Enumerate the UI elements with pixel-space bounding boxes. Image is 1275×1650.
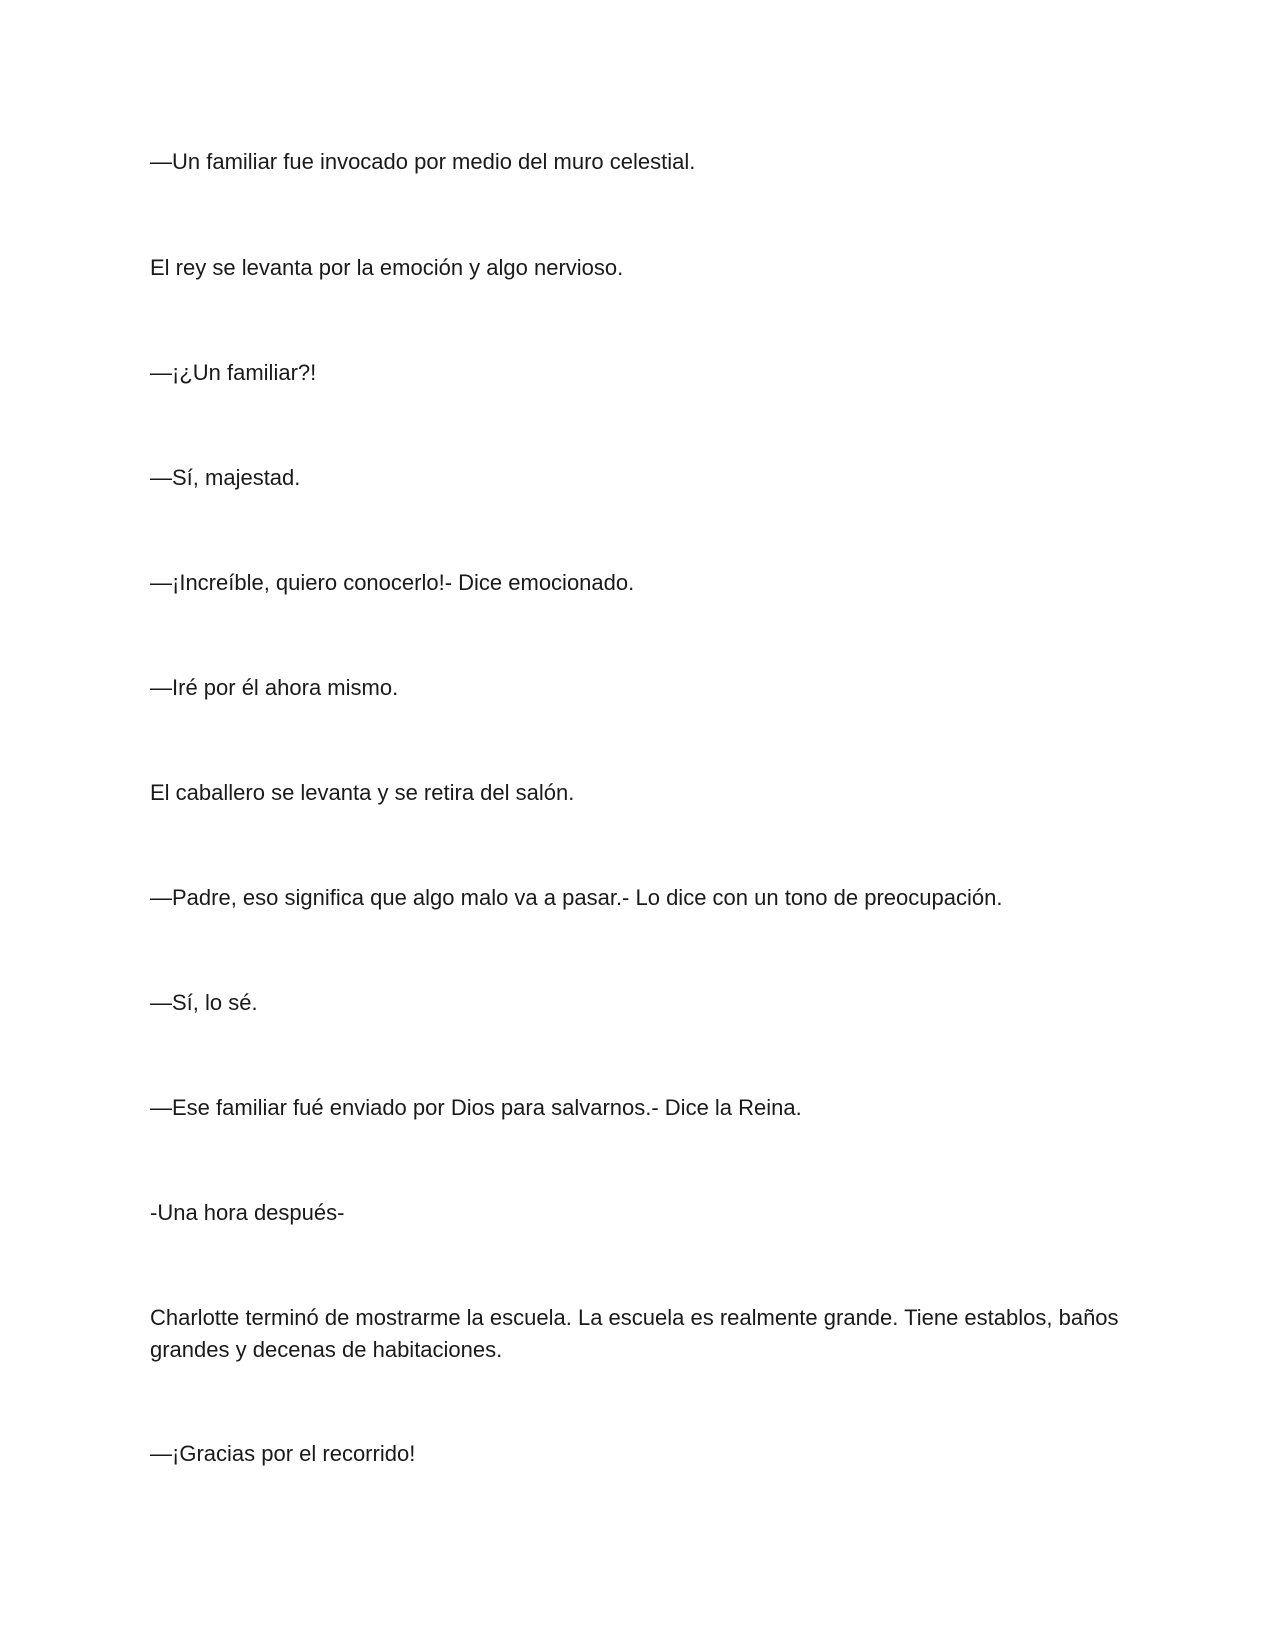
paragraph-10: —Ese familiar fué enviado por Dios para salvarnos.- Dice la Reina. — [150, 1095, 802, 1120]
paragraph-7: El caballero se levanta y se retira del salón. — [150, 780, 575, 805]
paragraph-5: —¡Increíble, quiero conocerlo!- Dice emocionado. — [150, 570, 635, 595]
paragraph-6: —Iré por él ahora mismo. — [150, 675, 399, 700]
paragraph-4: —Sí, majestad. — [150, 465, 301, 490]
paragraph-9: —Sí, lo sé. — [150, 990, 258, 1015]
paragraph-12: —¡Gracias por el recorrido! — [150, 1441, 416, 1466]
paragraph-1: —Un familiar fue invocado por medio del muro celestial. — [150, 149, 696, 174]
paragraph-8: —Padre, eso significa que algo malo va a pasar.- Lo dice con un tono de preocupación. — [150, 885, 1003, 910]
section-break: -Una hora después- — [150, 1200, 345, 1225]
paragraph-11: Charlotte terminó de mostrarme la escuela. La escuela es realmente grande. Tiene establos, baños grandes y decenas de habitaciones. — [150, 1305, 1119, 1362]
paragraph-3: —¡¿Un familiar?! — [150, 360, 317, 385]
paragraph-2: El rey se levanta por la emoción y algo nervioso. — [150, 255, 624, 280]
